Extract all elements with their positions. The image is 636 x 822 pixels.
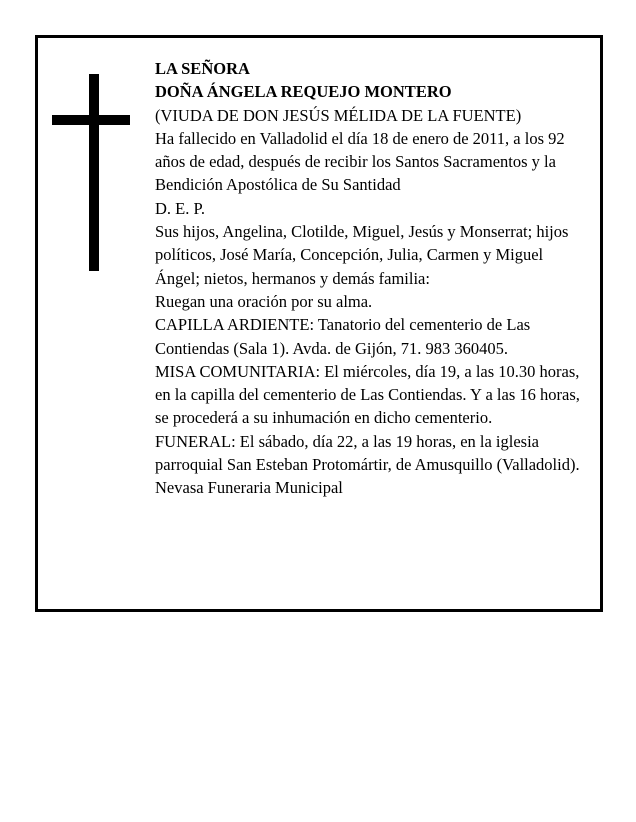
cross-vertical-bar xyxy=(89,74,99,271)
deceased-name: DOÑA ÁNGELA REQUEJO MONTERO xyxy=(155,82,452,102)
latin-cross-icon xyxy=(38,38,158,278)
mass-details: MISA COMUNITARIA: El miércoles, día 19, a las 10.30 horas, en la capilla del cementerio de Las Contiendas. Y a las 16 horas, se procederá a su inhumación en dicho cementerio. xyxy=(155,361,580,428)
obituary-notice-frame xyxy=(35,35,603,612)
rest-in-peace: D. E. P. xyxy=(155,198,205,218)
wake-details: CAPILLA ARDIENTE: Tanatorio del cementerio de Las Contiendas (Sala 1). Avda. de Gijón, 71. 983 360405. xyxy=(155,315,531,358)
survivors-list: Sus hijos, Angelina, Clotilde, Miguel, Jesús y Monserrat; hijos políticos, José María, Concepción, Julia, Carmen y Miguel Ángel; nietos, hermanos y demás familia: xyxy=(155,222,569,288)
honorific-line: LA SEÑORA xyxy=(155,59,250,78)
obituary-text-block xyxy=(155,57,585,500)
widow-of-line: (VIUDA DE DON JESÚS MÉLIDA DE LA FUENTE) xyxy=(155,105,522,125)
funeral-home-name: Nevasa Funeraria Municipal xyxy=(155,478,343,498)
death-announcement: Ha fallecido en Valladolid el día 18 de enero de 2011, a los 92 años de edad, después de recibir los Santos Sacramentos y la Bendición Apostólica de Su Santidad xyxy=(155,128,565,195)
prayer-request: Ruegan una oración por su alma. xyxy=(155,291,373,311)
funeral-details: FUNERAL: El sábado, día 22, a las 19 horas, en la iglesia parroquial San Esteban Protomártir, de Amusquillo (Valladolid). xyxy=(155,431,580,475)
cross-horizontal-bar xyxy=(52,115,130,125)
